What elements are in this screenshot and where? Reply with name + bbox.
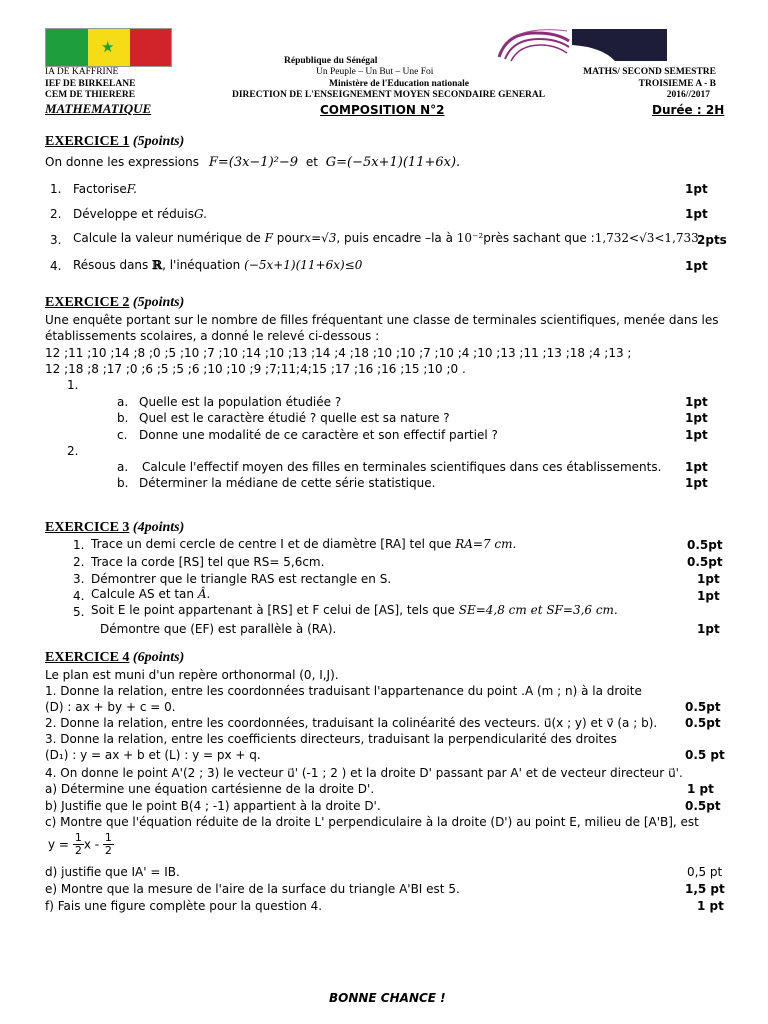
ex4-qb-points: 0.5pt xyxy=(685,799,721,813)
header-left-2: IEF DE BIRKELANE xyxy=(45,79,136,89)
star-icon: ★ xyxy=(101,38,115,56)
ex2-data-1: 12 ;11 ;10 ;14 ;8 ;0 ;5 ;10 ;7 ;10 ;14 ;10 ;13 ;14 ;4 ;18 ;10 ;10 ;7 ;10 ;4 ;10 ;13 ;11 ;13 ;18 ;4 ;13 ; xyxy=(45,346,632,360)
ex1-q3-points: 2pts xyxy=(697,233,727,247)
exercise-1-intro: On donne les expressions F=(3x−1)²−9 et G=(−5x+1)(11+6x). xyxy=(45,155,461,170)
header-right-2: TROISIEME A - B xyxy=(638,79,716,89)
ex1-q2-num: 2. xyxy=(50,207,62,221)
ex1-q3-num: 3. xyxy=(50,233,62,247)
ex4-line-3: 3. Donne la relation, entre les coefficients directeurs, traduisant la perpendicularité des droites xyxy=(45,732,617,746)
ex1-q2-points: 1pt xyxy=(685,207,708,221)
ex3-q2-num: 2. xyxy=(73,555,85,569)
ex4-line-3b: (D₁) : y = ax + b et (L) : y = px + q. xyxy=(45,748,261,762)
ex4-q3-points: 0.5 pt xyxy=(685,748,725,762)
ex4-line-b: b) Justifie que le point B(4 ; -1) appartient à la droite D'. xyxy=(45,799,381,813)
fraction-2: $\frac{1}{2}$ xyxy=(104,831,112,857)
ex4-line-4: 4. On donne le point A'(2 ; 3) le vecteur u⃗' (-1 ; 2 ) et la droite D' passant par A' et de vecteur directeur u⃗'. xyxy=(45,766,683,780)
header-right-1: MATHS/ SECOND SEMESTRE xyxy=(583,67,716,77)
ex2-1b: Quel est le caractère étudié ? quelle est sa nature ? xyxy=(139,411,450,425)
exercise-2-title: EXERCICE 2 (5points) xyxy=(45,295,185,310)
school-logo xyxy=(497,27,673,63)
exercise-4-title: EXERCICE 4 (6points) xyxy=(45,650,185,665)
ex2-2b: Déterminer la médiane de cette série statistique. xyxy=(139,476,436,490)
ex3-q3-num: 3. xyxy=(73,572,85,586)
ex3-q4-points: 1pt xyxy=(697,589,720,603)
ex1-q1-num: 1. xyxy=(50,182,62,196)
ex2-part-1: 1. xyxy=(67,378,79,392)
header-left-1: IA DE KAFFRINE xyxy=(45,67,119,77)
header-ministry: Ministère de l'Education nationale xyxy=(329,79,469,89)
ex4-line-a: a) Détermine une équation cartésienne de la droite D'. xyxy=(45,782,375,796)
ex1-q2: Développe et réduisG. xyxy=(73,207,207,221)
subject-title: MATHEMATIQUE xyxy=(45,101,152,116)
exercise-1-title: EXERCICE 1 (5points) xyxy=(45,134,185,149)
ex2-2a-num: a. xyxy=(117,460,129,474)
ex2-data-2: 12 ;18 ;8 ;17 ;0 ;6 ;5 ;5 ;6 ;10 ;10 ;9 ;7;11;4;15 ;17 ;16 ;16 ;15 ;10 ;0 . xyxy=(45,362,466,376)
ex3-q4: Calcule AS et tan Â. xyxy=(91,587,211,601)
ex4-line-e: e) Montre que la mesure de l'aire de la surface du triangle A'BI est 5. xyxy=(45,882,460,896)
ex3-q2-points: 0.5pt xyxy=(687,555,723,569)
ex3-q4-num: 4. xyxy=(73,589,85,603)
ex4-line-1b: (D) : ax + by + c = 0. xyxy=(45,700,176,714)
ex2-2a-points: 1pt xyxy=(685,460,708,474)
header-direction: DIRECTION DE L'ENSEIGNEMENT MOYEN SECONDAIRE GENERAL xyxy=(232,90,546,100)
ex3-q1: Trace un demi cercle de centre I et de diamètre [RA] tel que RA=7 cm. xyxy=(91,537,517,551)
ex1-q3: Calcule la valeur numérique de F pourx=√3, puis encadre –la à 10⁻²près sachant que :1,732<√3<1,733. xyxy=(73,231,703,245)
ex3-q5: Soit E le point appartenant à [RS] et F celui de [AS], tels que SE=4,8 cm et SF=3,6 cm. xyxy=(91,603,618,617)
ex4-qf-points: 1 pt xyxy=(697,899,724,913)
footer-good-luck: BONNE CHANCE ! xyxy=(329,991,446,1005)
ex2-1a-num: a. xyxy=(117,395,129,409)
composition-title: COMPOSITION N°2 xyxy=(320,103,445,117)
ex2-2b-num: b. xyxy=(117,476,129,490)
ex1-q1: FactoriseF. xyxy=(73,182,137,196)
ex2-2a: Calcule l'effectif moyen des filles en terminales scientifiques dans ces établissements. xyxy=(142,460,662,474)
header-right-3: 2016//2017 xyxy=(666,90,710,100)
ex4-equation-L: y = $\frac{1}{2}$ x - $\frac{1}{2}$ xyxy=(48,831,112,857)
ex3-q5-part-b: Démontre que (EF) est parallèle à (RA). xyxy=(100,622,337,636)
exercise-3-title: EXERCICE 3 (4points) xyxy=(45,520,185,535)
ex2-1c-points: 1pt xyxy=(685,428,708,442)
ex2-1c: Donne une modalité de ce caractère et son effectif partiel ? xyxy=(139,428,498,442)
ex4-line-f: f) Fais une figure complète pour la question 4. xyxy=(45,899,323,913)
ex3-q3: Démontrer que le triangle RAS est rectangle en S. xyxy=(91,572,392,586)
ex2-1a-points: 1pt xyxy=(685,395,708,409)
ex4-qe-points: 1,5 pt xyxy=(685,882,725,896)
header-left-3: CEM DE THIERERE xyxy=(45,90,136,100)
ex3-q2: Trace la corde [RS] tel que RS= 5,6cm. xyxy=(91,555,325,569)
ex2-1a: Quelle est la population étudiée ? xyxy=(139,395,342,409)
ex2-intro-1: Une enquête portant sur le nombre de filles fréquentant une classe de terminales scientifiques, menée dans les xyxy=(45,313,719,327)
ex4-qd-points: 0,5 pt xyxy=(687,865,723,879)
ex4-q2-points: 0.5pt xyxy=(685,716,721,730)
ex4-line-d: d) justifie que IA' = IB. xyxy=(45,865,180,879)
ex2-1c-num: c. xyxy=(117,428,128,442)
ex1-q4-num: 4. xyxy=(50,259,62,273)
ex3-q3-points: 1pt xyxy=(697,572,720,586)
header-motto: Un Peuple – Un But – Une Foi xyxy=(316,67,434,77)
ex4-qa-points: 1 pt xyxy=(687,782,714,796)
ex3-q5-num: 5. xyxy=(73,605,85,619)
ex2-part-2: 2. xyxy=(67,444,79,458)
ex4-q1-points: 0.5pt xyxy=(685,700,721,714)
ex1-q4: Résous dans ℝ, l'inéquation (−5x+1)(11+6x)≤0 xyxy=(73,258,363,272)
ex4-line-0: Le plan est muni d'un repère orthonormal (0, I,J). xyxy=(45,668,339,682)
ex4-line-c: c) Montre que l'équation réduite de la droite L' perpendiculaire à la droite (D') au point E, milieu de [A'B], est xyxy=(45,815,699,829)
ex2-1b-points: 1pt xyxy=(685,411,708,425)
ex3-q5-points: 1pt xyxy=(697,622,720,636)
ex3-q1-points: 0.5pt xyxy=(687,538,723,552)
ex1-q4-points: 1pt xyxy=(685,259,708,273)
ex2-intro-2: établissements scolaires, a donné le relevé ci-dessous : xyxy=(45,329,380,343)
ex3-q1-num: 1. xyxy=(73,538,85,552)
ex4-line-1: 1. Donne la relation, entre les coordonnées traduisant l'appartenance du point .A (m ; n) à la droite xyxy=(45,684,642,698)
header-republic: République du Sénégal xyxy=(284,56,378,66)
fraction-1: $\frac{1}{2}$ xyxy=(74,831,82,857)
ex1-q1-points: 1pt xyxy=(685,182,708,196)
ex2-1b-num: b. xyxy=(117,411,129,425)
senegal-flag xyxy=(45,28,172,67)
ex2-2b-points: 1pt xyxy=(685,476,708,490)
duration: Durée : 2H xyxy=(652,103,725,117)
ex4-line-2: 2. Donne la relation, entre les coordonnées, traduisant la colinéarité des vecteurs. u⃗(x ; y) et v⃗ (a ; b). xyxy=(45,716,658,730)
